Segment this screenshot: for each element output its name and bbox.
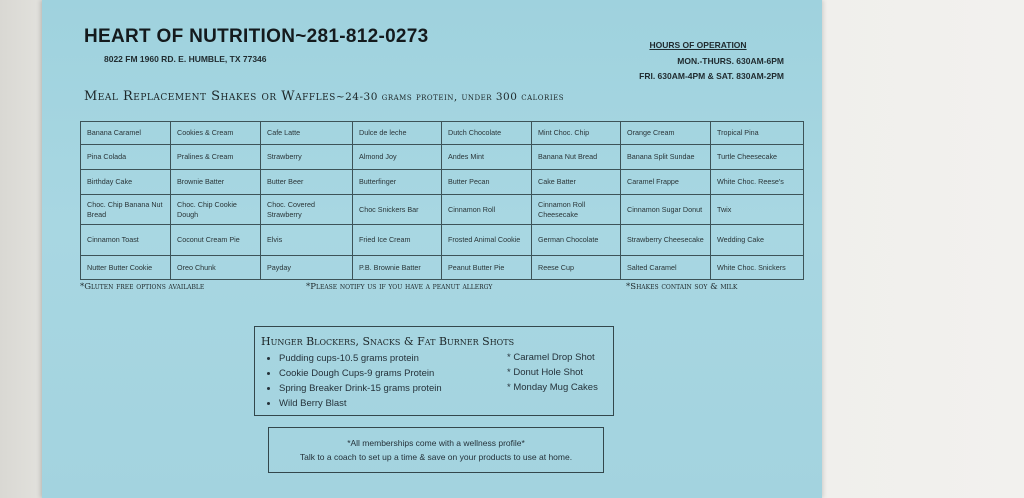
flavor-cell: Cafe Latte [261, 122, 353, 145]
table-row [81, 225, 804, 256]
flavor-cell: Brownie Batter [171, 170, 261, 195]
flavor-cell: Butter Beer [261, 170, 353, 195]
flavor-cell: Pina Colada [81, 145, 171, 170]
flavor-cell: White Choc. Snickers [711, 256, 804, 280]
flavor-cell: Banana Nut Bread [532, 145, 621, 170]
flavor-cell: Cookies & Cream [171, 122, 261, 145]
flavor-cell: Mint Choc. Chip [532, 122, 621, 145]
flavor-cell: Fried Ice Cream [353, 225, 442, 256]
flavor-cell: Cinnamon Sugar Donut [621, 195, 711, 225]
table-row [81, 195, 804, 225]
list-item: • Spring Breaker Drink-15 grams protein [279, 381, 442, 396]
flavor-cell: Cinnamon Roll [442, 195, 532, 225]
shakes-heading [84, 88, 564, 104]
shots-list [507, 350, 598, 395]
peanut-allergy-note: *Please notify us if you have a peanut allergy [306, 282, 493, 292]
table-row [81, 122, 804, 145]
flyer-paper [42, 0, 822, 498]
shakes-heading-detail: ~24-30 grams protein, under 300 calories [335, 91, 564, 103]
soy-milk-note: *Shakes contain soy & milk [626, 282, 738, 292]
flavor-cell: Wedding Cake [711, 225, 804, 256]
flavor-cell: Oreo Chunk [171, 256, 261, 280]
hours-weekday: MON.-THURS. 630AM-6PM [677, 56, 784, 66]
flavor-cell: Coconut Cream Pie [171, 225, 261, 256]
flavor-cell: Butterfinger [353, 170, 442, 195]
flavor-cell: Cinnamon Toast [81, 225, 171, 256]
flavor-cell: Pralines & Cream [171, 145, 261, 170]
membership-note: *All memberships come with a wellness profile* [347, 438, 525, 448]
membership-cta: Talk to a coach to set up a time & save on your products to use at home. [299, 452, 573, 462]
flavor-cell: Turtle Cheesecake [711, 145, 804, 170]
flavor-cell: Orange Cream [621, 122, 711, 145]
flavor-cell: P.B. Brownie Batter [353, 256, 442, 280]
flavor-cell: Strawberry Cheesecake [621, 225, 711, 256]
table-row [81, 256, 804, 280]
table-row [81, 145, 804, 170]
flavor-cell: Peanut Butter Pie [442, 256, 532, 280]
snacks-title: Hunger Blockers, Snacks & Fat Burner Shots [261, 335, 515, 348]
list-item: • Cookie Dough Cups-9 grams Protein [279, 366, 442, 381]
flavor-cell: Frosted Animal Cookie [442, 225, 532, 256]
flavor-cell: Cinnamon Roll Cheesecake [532, 195, 621, 225]
gluten-free-note: *Gluten free options available [80, 282, 205, 292]
flavor-cell: Twix [711, 195, 804, 225]
business-title: HEART OF NUTRITION~281-812-0273 [84, 26, 429, 47]
shakes-heading-main: Meal Replacement Shakes or Waffles [84, 89, 336, 104]
list-item: * Caramel Drop Shot [507, 352, 595, 363]
membership-box [268, 427, 604, 473]
list-item: * Monday Mug Cakes [507, 382, 598, 393]
flavor-cell: Choc. Chip Banana Nut Bread [81, 195, 171, 225]
hours-of-operation [572, 38, 784, 84]
flavor-cell: Elvis [261, 225, 353, 256]
flavor-cell: Reese Cup [532, 256, 621, 280]
business-address: 8022 FM 1960 RD. E. HUMBLE, TX 77346 [104, 54, 267, 64]
flavor-cell: White Choc. Reese's [711, 170, 804, 195]
flavor-cell: Butter Pecan [442, 170, 532, 195]
list-item: • Wild Berry Blast [279, 396, 442, 411]
flavor-cell: Birthday Cake [81, 170, 171, 195]
list-item: • Pudding cups-10.5 grams protein [279, 351, 442, 366]
hours-weekend: FRI. 630AM-4PM & SAT. 830AM-2PM [639, 71, 784, 81]
flavor-cell: Choc. Chip Cookie Dough [171, 195, 261, 225]
flavor-table [80, 121, 804, 280]
snacks-box [254, 326, 614, 416]
hours-title: HOURS OF OPERATION [649, 40, 747, 50]
flavor-cell: Caramel Frappe [621, 170, 711, 195]
flavor-cell: Dutch Chocolate [442, 122, 532, 145]
table-row [81, 170, 804, 195]
flavor-cell: Andes Mint [442, 145, 532, 170]
flavor-cell: Banana Caramel [81, 122, 171, 145]
shake-notes [80, 282, 810, 294]
flavor-cell: Nutter Butter Cookie [81, 256, 171, 280]
flavor-cell: Dulce de leche [353, 122, 442, 145]
flavor-cell: Choc. Covered Strawberry [261, 195, 353, 225]
list-item: * Donut Hole Shot [507, 367, 584, 378]
flavor-cell: Salted Caramel [621, 256, 711, 280]
snacks-list [263, 351, 442, 411]
flavor-cell: Cake Batter [532, 170, 621, 195]
flavor-cell: Strawberry [261, 145, 353, 170]
flavor-cell: Choc Snickers Bar [353, 195, 442, 225]
flavor-cell: Banana Split Sundae [621, 145, 711, 170]
flavor-cell: Tropical Pina [711, 122, 804, 145]
flavor-cell: German Chocolate [532, 225, 621, 256]
flavor-cell: Almond Joy [353, 145, 442, 170]
flavor-cell: Payday [261, 256, 353, 280]
